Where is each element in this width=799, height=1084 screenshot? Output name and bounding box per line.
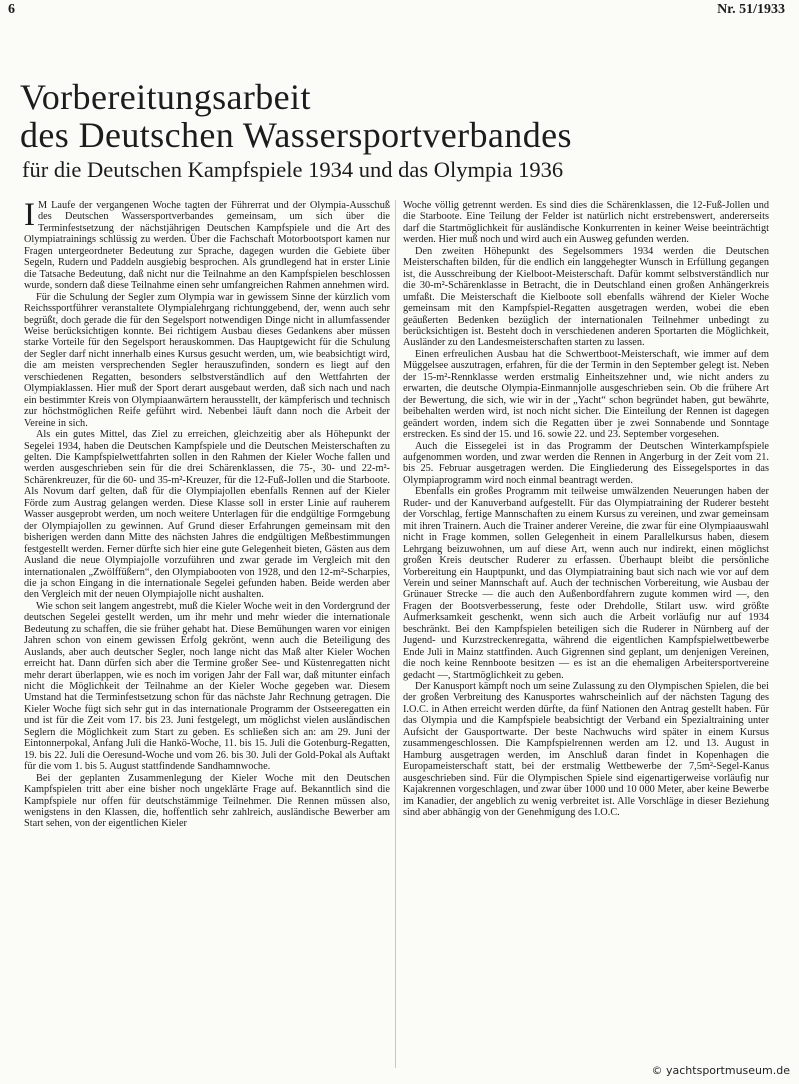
paragraph-text: M Laufe der vergangenen Woche tagten der Führerrat und der Olympia-Ausschuß des Deutschen Wassersportverbandes gemeinsam, um sich über die Terminfestsetzung der nächstjährigen Deutschen Kampfspiele und die Art des Olympiatrainings schlüssig zu werden. Über die Fachschaft Motorbootsport kamen nur Fragen untergeordneter Bedeutung zur Sprache, dagegen wurden die Gebiete über Segeln, Rudern und Paddeln ausgiebig besprochen. Als grundlegend hat in erster Linie die Tatsache Bedeutung, daß nicht nur die Teilnahme an den Kampfspielen beschlossen wurde, sondern daß diese Teilnahme einen sehr umfangreichen Rahmen annehmen wird.	[24, 200, 390, 292]
paragraph: Ebenfalls ein großes Programm mit teilweise umwälzenden Neuerungen haben der Ruder- und der Kanuverband aufgestellt. Für das Olympiatraining der Ruderer besteht der Vorschlag, fertige Mannschaften zu einem Kursus zu vereinen, und zwar gemeinsam mit ihren Trainern. Auch die Trainer anderer Vereine, die zwar für eine Olympiaauswahl nicht in Frage kommen, sollen Gelegenheit in einem Parallelkursus haben, diesem Lehrgang beizuwohnen, um auf diese Art, wenn auch nur indirekt, einen möglichst großen Kreis deutscher Ruderer zu erfassen. Überhaupt bleibt die persönliche Vorbereitung ein Hauptpunkt, und das Olympiatraining baut sich nach wie vor auf dem Verein und seiner Mannschaft auf. Auch der technischen Vorbereitung, wie Ausbau der Grünauer Strecke — die auch den Außenbordfahrern zugute kommen wird —, den Fragen der Bootsverbesserung, feste oder Drehdolle, Stilart usw. wird größte Aufmerksamkeit geschenkt, wenn sich auch die Arbeit vorläufig nur auf 1934 beschränkt. Bei den Kampfspielen beteiligen sich die Ruderer in Nürnberg auf der Jugend- und Kurzstreckenregatta, während die eigentlichen Kampfspielwettbewerbe Ende Juli in Mainz stattfinden. Auch Gigrennen sind geplant, um denjenigen Vereinen, die noch keine Rennboote besitzen — es ist an die ehemaligen Arbeitersportvereine gedacht —, Startmöglichkeit zu geben.	[403, 486, 769, 681]
column-divider	[395, 200, 396, 1068]
paragraph: Auch die Eissegelei ist in das Programm der Deutschen Winterkampfspiele aufgenommen worden, und zwar werden die Rennen in Angerburg in der Zeit vom 21. bis 25. Februar ausgetragen werden. Die Eingliederung des Eissegelsportes in das Olympiaprogramm wird noch einmal beantragt werden.	[403, 440, 769, 486]
paragraph: Den zweiten Höhepunkt des Segelsommers 1934 werden die Deutschen Meisterschaften bilden, für die endlich ein langgehegter Wunsch in Erfüllung gegangen ist, die Ausschreibung der Kielboot-Meisterschaft. Dafür kommt selbstverständlich nur die 30-m²-Schärenklasse in Betracht, die in Deutschland einen großen Anhängerkreis umfaßt. Die Meisterschaft die Kielboote soll ebenfalls während der Kieler Woche gemeinsam mit den Kampfspiel-Regatten ausgetragen werden, wobei die eben geäußerten Bedenken bezüglich der internationalen Teilnehmer unbedingt zu berücksichtigen ist. Besteht doch in verschiedenen anderen Sportarten die Möglichkeit, Ausländer zu den Landesmeisterschaften starten zu lassen.	[403, 245, 769, 349]
paragraph: Wie schon seit langem angestrebt, muß die Kieler Woche weit in den Vordergrund der deutschen Segelei gestellt werden, um ihr mehr und mehr wieder die internationale Bedeutung zu schaffen, die sie früher gehabt hat. Diese Bemühungen waren vor einigen Jahren schon von einem gewissen Erfolg gekrönt, wenn auch die Beteiligung des Auslands, aber auch deutscher Segler, noch lange nicht das Maß alter Kieler Wochen erreicht hat. Dann dürfen sich aber die Termine großer See- und Küstenregatten nicht mehr derart überlappen, wie es noch im vorigen Jahr der Fall war, daß mitunter einfach nicht die Möglichkeit der Teilnahme an der Kieler Woche gegeben war. Diesem Umstand hat die Terminfestsetzung schon für das nächste Jahr Rechnung getragen. Die Kieler Woche fügt sich sehr gut in das internationale Programm der Ostseeregatten ein und ist für die Zeit vom 17. bis 23. Juni festgelegt, um möglichst vielen ausländischen Seglern die Möglichkeit zum Start zu geben. Es schließen sich an: am 29. Juni der Eintonnerpokal, Anfang Juli die Hankö-Woche, 11. bis 15. Juli die Gotenburg-Regatten, 19. bis 22. Juli die Oeresund-Woche und vom 26. bis 30. Juli der Gold-Pokal als Auftakt für die vom 1. bis 5. August stattfindende Sandhamnwoche.	[24, 600, 390, 773]
article-title	[20, 78, 790, 154]
drop-cap: I	[24, 200, 35, 233]
left-column	[24, 200, 390, 1068]
paragraph: Der Kanusport kämpft noch um seine Zulassung zu den Olympischen Spielen, die bei der großen Verbreitung des Kanusportes wahrscheinlich auf der nächsten Tagung des I.O.C. in Athen erreicht werden dürfte, da fünf Nationen den Antrag gestellt haben. Für das Olympia und die Kampfspiele beabsichtigt der Verband ein Spezialtraining unter Aufsicht der Gausportwarte. Der beste Nachwuchs wird später in einem Kursus zusammengeschlossen. Die Kampfspielrennen werden am 12. und 13. August in Hamburg ausgetragen werden, im Anschluß daran findet in Kopenhagen die Europameisterschaft statt, bei der erstmalig Wettbewerbe der 7,5m²-Segel-Kanus ausgeschrieben sind. Für die Olympischen Spiele sind eigenartigerweise vorläufig nur Kajakrennen vorgeschlagen, und zwar über 1000 und 10 000 Meter, aber keine Bewerbe im Kanadier, der angeblich zu wenig verbreitet ist. Alle Vorschläge in dieser Beziehung sind aber abhängig von der Genehmigung des I.O.C.	[403, 681, 769, 819]
right-column	[403, 200, 769, 1068]
paragraph: Woche völlig getrennt werden. Es sind dies die Schärenklassen, die 12-Fuß-Jollen und die Starboote. Eine Teilung der Felder ist natürlich nicht erstrebenswert, andererseits darf die Startmöglichkeit für ausländische Konkurrenten in keiner Weise beeinträchtigt werden. Hier muß noch und wird auch ein Ausweg gefunden werden.	[403, 200, 769, 246]
title-line-1: Vorbereitungsarbeit	[20, 77, 311, 117]
title-line-2: des Deutschen Wassersportverbandes	[20, 115, 572, 155]
paragraph: Für die Schulung der Segler zum Olympia war in gewissem Sinne der kürzlich vom Reichssportführer veranstaltete Olympialehrgang richtunggebend, der, wenn auch sehr begrüßt, doch gerade die für den Segelsport notwendigen Dinge nicht in allumfassender Weise berücksichtigen konnte. Bei richtigem Ausbau dieses Gedankens aber müssen starke Vorteile für den Segelsport herauskommen. Das Hauptgewicht für die Schulung der Segler darf nicht innerhalb eines Kursus gesucht werden, um, wie beabsichtigt wird, die am meisten versprechenden Segler herauszufinden, sondern es liegt auf den verschiedenen Regatten, besonders selbstverständlich auf den Wettfahrten der Olympiaklassen. Hier muß der Sport derart ausgebaut werden, daß sich nach und nach ein bestimmter Kreis von Olympiaanwärtern herausstellt, der kämpferisch und technisch zur höchstmöglichen Reife geführt wird. Nebenbei läuft dann noch die Arbeit der Vereine in sich.	[24, 291, 390, 429]
paragraph	[24, 200, 390, 292]
issue-number: Nr. 51/1933	[717, 2, 785, 17]
paragraph: Als ein gutes Mittel, das Ziel zu erreichen, gleichzeitig aber als Höhepunkt der Segelei 1934, haben die Deutschen Kampfspiele und die Deutschen Meisterschaften zu gelten. Die Kampfspielwettfahrten sollen in den Rahmen der Kieler Woche fallen und werden ausgeschrieben sein für die drei Schärenklassen, die 75-, 30- und 22-m²-Schärenkreuzer, für die 60- und 35-m²-Kreuzer, für die 12-Fuß-Jollen und die Starboote. Als Novum darf gelten, daß für die Olympiajollen ebenfalls Rennen auf der Kieler Förde zum Austrag gelangen werden. Diese Klasse soll in erster Linie auf rauherem Wasser ausgeprobt werden, um noch weitere Unterlagen für die endgültige Formgebung der Olympiajollen zu gewinnen. Auf Grund dieser Erfahrungen gemeinsam mit den bisherigen werden dann Mitte des nächsten Jahres die endgültigen Meßbestimmungen festgestellt werden. Ferner dürfte sich hier eine gute Gelegenheit bieten, Gästen aus dem Ausland die neue Olympiajolle vorzuführen und zwar gerade im Vergleich mit den internationalen „Zwölffüßern“, den Olympiabooten von 1928, und den 12-m²-Scharpies, die ja schon Eingang in die internationale Segelei gefunden haben. Beide werden aber den Vergleich mit der neuen Olympiajolle nicht aushalten.	[24, 429, 390, 601]
paragraph: Einen erfreulichen Ausbau hat die Schwertboot-Meisterschaft, wie immer auf dem Müggelsee auszutragen, erfahren, für die der Termin in den September gelegt ist. Neben der 15-m²-Rennklasse werden erstmalig Einheitszehner und, wie nicht anders zu erwarten, die deutsche Olympia-Einmannjolle ausgeschrieben sein. Ob die frühere Art der Bewertung, die sich, wie wir in der „Yacht“ schon begründet haben, gut bewährte, beibehalten werden wird, ist noch nicht sicher. Die Einteilung der Rennen ist dagegen geändert worden, indem sich die Regatten über je zwei Sonnabende und Sonntage erstrecken. Es sind der 15. und 16. sowie 22. und 23. September vorgesehen.	[403, 348, 769, 441]
watermark: © yachtsportmuseum.de	[649, 1063, 793, 1078]
paragraph: Bei der geplanten Zusammenlegung der Kieler Woche mit den Deutschen Kampfspielen tritt aber eine bisher noch ungeklärte Frage auf. Bekanntlich sind die Kampfspiele nur offen für deutschstämmige Teilnehmer. Die Rennen müssen also, wenigstens in den Klassen, die, hoffentlich sehr zahlreich, ausländische Bewerber am Start sehen, von der eigentlichen Kieler	[24, 772, 390, 830]
page-number: 6	[8, 2, 15, 17]
article-subtitle: für die Deutschen Kampfspiele 1934 und das Olympia 1936	[22, 157, 564, 182]
